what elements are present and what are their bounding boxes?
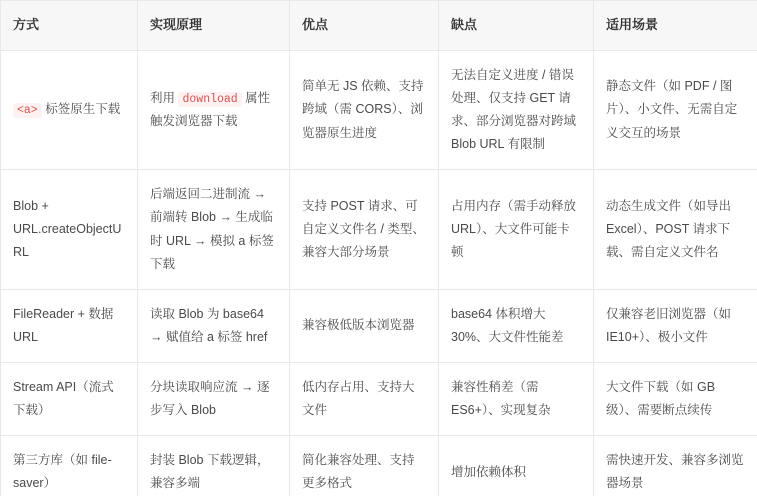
cell-scene: 需快速开发、兼容多浏览器场景 bbox=[594, 436, 757, 496]
cell-principle-suffix: 属性触发浏览器下载 bbox=[150, 90, 271, 129]
cell-scene: 静态文件（如 PDF / 图片）、小文件、无需自定义交互的场景 bbox=[594, 50, 757, 170]
column-header-method: 方式 bbox=[1, 1, 138, 51]
cell-pros: 简单无 JS 依赖、支持跨域（需 CORS）、浏览器原生进度 bbox=[290, 50, 439, 170]
cell-method: 第三方库（如 file-saver） bbox=[1, 436, 138, 496]
column-header-cons: 缺点 bbox=[439, 1, 594, 51]
cell-scene: 仅兼容老旧浏览器（如 IE10+）、极小文件 bbox=[594, 289, 757, 362]
table-row bbox=[1, 50, 757, 170]
column-header-scene: 适用场景 bbox=[594, 1, 757, 51]
cell-cons: 无法自定义进度 / 错误处理、仅支持 GET 请求、部分浏览器对跨域 Blob URL 有限制 bbox=[439, 50, 594, 170]
anchor-tag-code: <a> bbox=[13, 103, 42, 118]
cell-principle: 分块读取响应流 → 逐步写入 Blob bbox=[138, 363, 290, 436]
cell-method: Stream API（流式下载） bbox=[1, 363, 138, 436]
header-row bbox=[1, 1, 757, 51]
table-body bbox=[1, 50, 757, 496]
cell-principle-prefix: 利用 bbox=[150, 90, 179, 105]
cell-principle: 读取 Blob 为 base64 → 赋值给 a 标签 href bbox=[138, 289, 290, 362]
cell-principle bbox=[138, 50, 290, 170]
cell-method: FileReader + 数据 URL bbox=[1, 289, 138, 362]
column-header-principle: 实现原理 bbox=[138, 1, 290, 51]
cell-cons: 增加依赖体积 bbox=[439, 436, 594, 496]
cell-principle: 封装 Blob 下载逻辑，兼容多端 bbox=[138, 436, 290, 496]
table-row bbox=[1, 436, 757, 496]
table-row bbox=[1, 289, 757, 362]
cell-pros: 兼容极低版本浏览器 bbox=[290, 289, 439, 362]
cell-pros: 支持 POST 请求、可自定义文件名 / 类型、兼容大部分场景 bbox=[290, 170, 439, 290]
cell-cons: base64 体积增大 30%、大文件性能差 bbox=[439, 289, 594, 362]
cell-scene: 大文件下载（如 GB 级）、需要断点续传 bbox=[594, 363, 757, 436]
cell-pros: 简化兼容处理、支持更多格式 bbox=[290, 436, 439, 496]
cell-cons: 兼容性稍差（需 ES6+）、实现复杂 bbox=[439, 363, 594, 436]
column-header-pros: 优点 bbox=[290, 1, 439, 51]
cell-pros: 低内存占用、支持大文件 bbox=[290, 363, 439, 436]
download-attr-code: download bbox=[178, 92, 241, 107]
cell-method bbox=[1, 50, 138, 170]
table-header bbox=[1, 1, 757, 51]
cell-principle: 后端返回二进制流 → 前端转 Blob → 生成临时 URL → 模拟 a 标签下载 bbox=[138, 170, 290, 290]
table-row bbox=[1, 170, 757, 290]
table-row bbox=[1, 363, 757, 436]
cell-cons: 占用内存（需手动释放 URL）、大文件可能卡顿 bbox=[439, 170, 594, 290]
cell-method: Blob + URL.createObjectURL bbox=[1, 170, 138, 290]
cell-method-text: 标签原生下载 bbox=[41, 102, 121, 117]
cell-scene: 动态生成文件（如导出 Excel）、POST 请求下载、需自定义文件名 bbox=[594, 170, 757, 290]
